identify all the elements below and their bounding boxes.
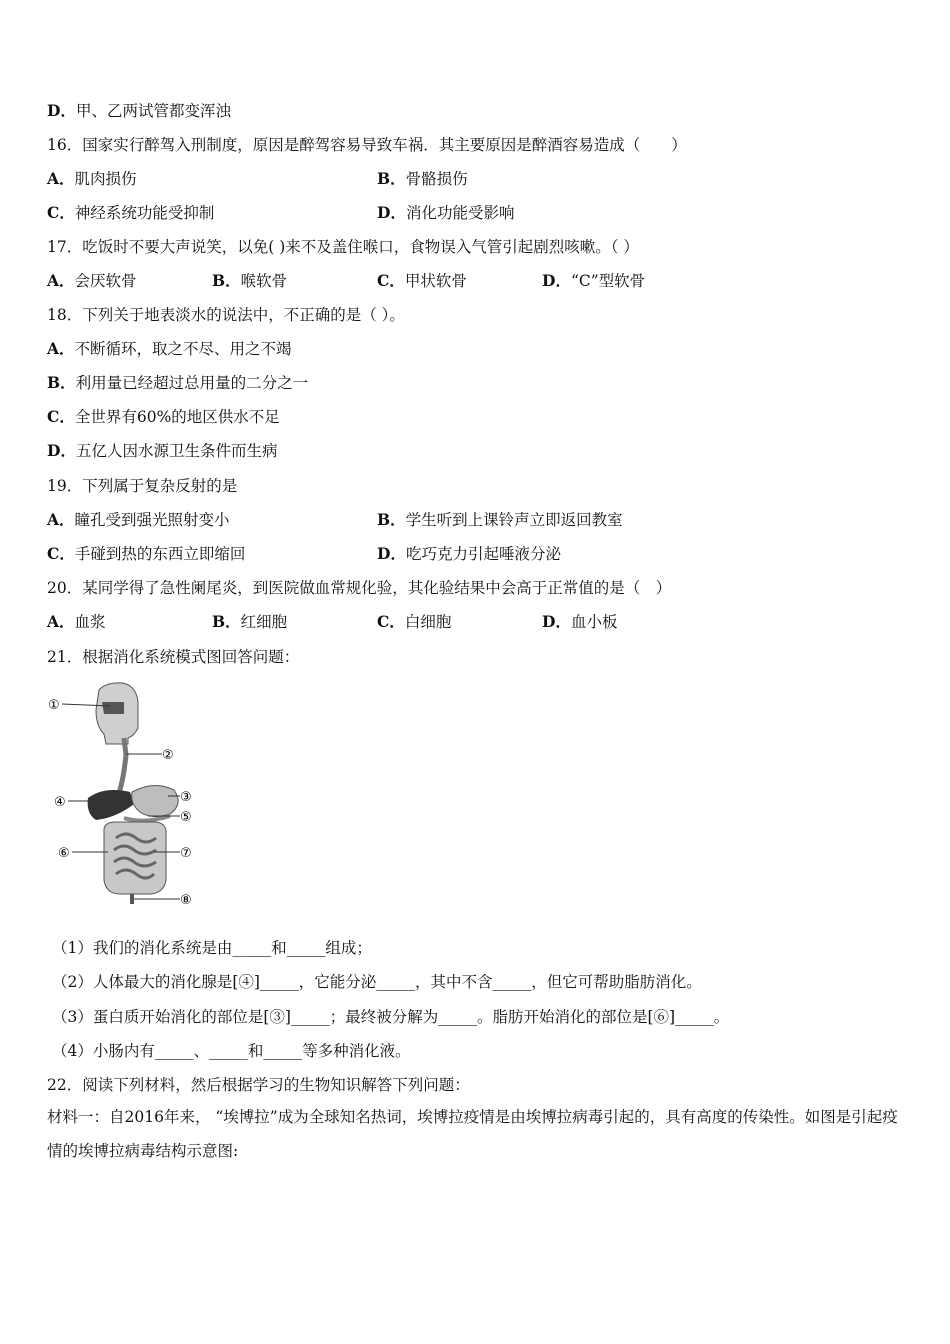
q21-sub-3: （3）蛋白质开始消化的部位是[③]_____；最终被分解为_____。脂肪开始消化的部位是[⑥]_____。 bbox=[52, 1008, 730, 1026]
option-text: 利用量已经超过总用量的二分之一 bbox=[75, 374, 309, 392]
option-text: 全世界有60%的地区供水不足 bbox=[74, 408, 280, 426]
option-text: 不断循环，取之不尽、用之不竭 bbox=[74, 340, 292, 358]
option-label: B． bbox=[377, 510, 406, 529]
q18-stem: 18．下列关于地表淡水的说法中，不正确的是（ ）。 bbox=[47, 306, 405, 324]
option-label: A． bbox=[47, 169, 75, 188]
q18-option-a bbox=[47, 339, 292, 359]
option-text: 血小板 bbox=[570, 613, 618, 631]
liver bbox=[88, 790, 134, 820]
option-text: 吃巧克力引起唾液分泌 bbox=[405, 545, 561, 563]
diagram-label-7: ⑦ bbox=[180, 846, 192, 861]
option-label: C． bbox=[47, 203, 75, 222]
q20-option-c bbox=[377, 612, 451, 632]
option-label: A． bbox=[47, 510, 75, 529]
q17-option-d bbox=[542, 271, 645, 291]
q20-option-d bbox=[542, 612, 617, 632]
q17-option-c bbox=[377, 271, 467, 291]
option-label: C． bbox=[377, 271, 405, 290]
option-label: B． bbox=[47, 373, 76, 392]
option-label: B． bbox=[377, 169, 406, 188]
q19-option-c bbox=[47, 544, 245, 564]
q17-option-a bbox=[47, 271, 137, 291]
option-label: D． bbox=[542, 271, 571, 290]
option-label: B． bbox=[212, 271, 241, 290]
option-text: 甲状软骨 bbox=[404, 272, 467, 290]
option-label: D． bbox=[47, 441, 76, 460]
q17-stem: 17．吃饭时不要大声说笑，以免( )来不及盖住喉口，食物误入气管引起剧烈咳嗽。（ ） bbox=[47, 238, 639, 256]
q21-stem: 21．根据消化系统模式图回答问题： bbox=[47, 648, 300, 666]
digestive-system-diagram bbox=[44, 680, 204, 905]
q20-option-b bbox=[212, 612, 287, 632]
q17-option-b bbox=[212, 271, 287, 291]
diagram-label-1: ① bbox=[48, 698, 60, 713]
q15-option-d bbox=[47, 101, 231, 121]
option-label: A． bbox=[47, 271, 75, 290]
option-label: C． bbox=[47, 544, 75, 563]
option-text: 血浆 bbox=[74, 613, 106, 631]
option-text: 甲、乙两试管都变浑浊 bbox=[75, 102, 231, 120]
option-text: 肌肉损伤 bbox=[74, 170, 137, 188]
q18-option-b bbox=[47, 373, 308, 393]
option-text: 神经系统功能受抑制 bbox=[74, 204, 215, 222]
stomach bbox=[132, 785, 179, 816]
q19-stem: 19．下列属于复杂反射的是 bbox=[47, 477, 238, 495]
q21-sub-4: （4）小肠内有_____、_____和_____等多种消化液。 bbox=[52, 1042, 411, 1060]
q18-option-d bbox=[47, 441, 277, 461]
option-text: 瞳孔受到强光照射变小 bbox=[74, 511, 230, 529]
q22-stem: 22．阅读下列材料，然后根据学习的生物知识解答下列问题： bbox=[47, 1076, 470, 1094]
q19-option-a bbox=[47, 510, 230, 530]
option-text: 喉软骨 bbox=[240, 272, 288, 290]
option-label: C． bbox=[377, 612, 405, 631]
option-text: 会厌软骨 bbox=[74, 272, 137, 290]
option-text: 学生听到上课铃声立即返回教室 bbox=[405, 511, 623, 529]
option-text: 红细胞 bbox=[240, 613, 288, 631]
q19-option-d bbox=[377, 544, 561, 564]
option-text: 骨骼损伤 bbox=[405, 170, 468, 188]
option-label: C． bbox=[47, 407, 75, 426]
option-label: A． bbox=[47, 339, 75, 358]
q19-option-b bbox=[377, 510, 623, 530]
option-text: “C”型软骨 bbox=[570, 272, 646, 290]
diagram-label-8: ⑧ bbox=[180, 893, 192, 905]
diagram-label-3: ③ bbox=[180, 790, 192, 805]
q21-sub-2: （2）人体最大的消化腺是[④]_____，它能分泌_____，其中不含_____，但它可帮助脂肪消化。 bbox=[52, 973, 702, 991]
option-label: D． bbox=[542, 612, 571, 631]
q16-option-a bbox=[47, 169, 137, 189]
option-text: 五亿人因水源卫生条件而生病 bbox=[75, 442, 278, 460]
option-label: D． bbox=[377, 203, 406, 222]
pancreas bbox=[124, 816, 170, 821]
q16-option-d bbox=[377, 203, 514, 223]
option-text: 手碰到热的东西立即缩回 bbox=[74, 545, 246, 563]
q22-material: 材料一：自2016年来， “埃博拉”成为全球知名热词，埃博拉疫情是由埃博拉病毒引起的，具有高度的传染性。如图是引起疫情的埃博拉病毒结构示意图: bbox=[47, 1108, 898, 1160]
diagram-label-6: ⑥ bbox=[58, 846, 70, 861]
option-text: 消化功能受影响 bbox=[405, 204, 515, 222]
diagram-label-4: ④ bbox=[54, 795, 66, 810]
option-label: B． bbox=[212, 612, 241, 631]
q16-option-b bbox=[377, 169, 468, 189]
q20-option-a bbox=[47, 612, 106, 632]
q20-stem: 20．某同学得了急性阑尾炎，到医院做血常规化验，其化验结果中会高于正常值的是（ ） bbox=[47, 579, 672, 597]
q16-stem: 16．国家实行醉驾入刑制度，原因是醉驾容易导致车祸．其主要原因是醉酒容易造成（ ） bbox=[47, 136, 687, 154]
q18-option-c bbox=[47, 407, 280, 427]
q16-option-c bbox=[47, 203, 214, 223]
mouth-cavity bbox=[102, 702, 124, 714]
option-label: D． bbox=[47, 101, 76, 120]
q21-sub-1: （1）我们的消化系统是由_____和_____组成； bbox=[52, 939, 372, 957]
option-label: A． bbox=[47, 612, 75, 631]
diagram-label-5: ⑤ bbox=[180, 810, 192, 825]
option-text: 白细胞 bbox=[404, 613, 452, 631]
diagram-label-2: ② bbox=[162, 748, 174, 763]
large-intestine bbox=[104, 822, 166, 894]
option-label: D． bbox=[377, 544, 406, 563]
